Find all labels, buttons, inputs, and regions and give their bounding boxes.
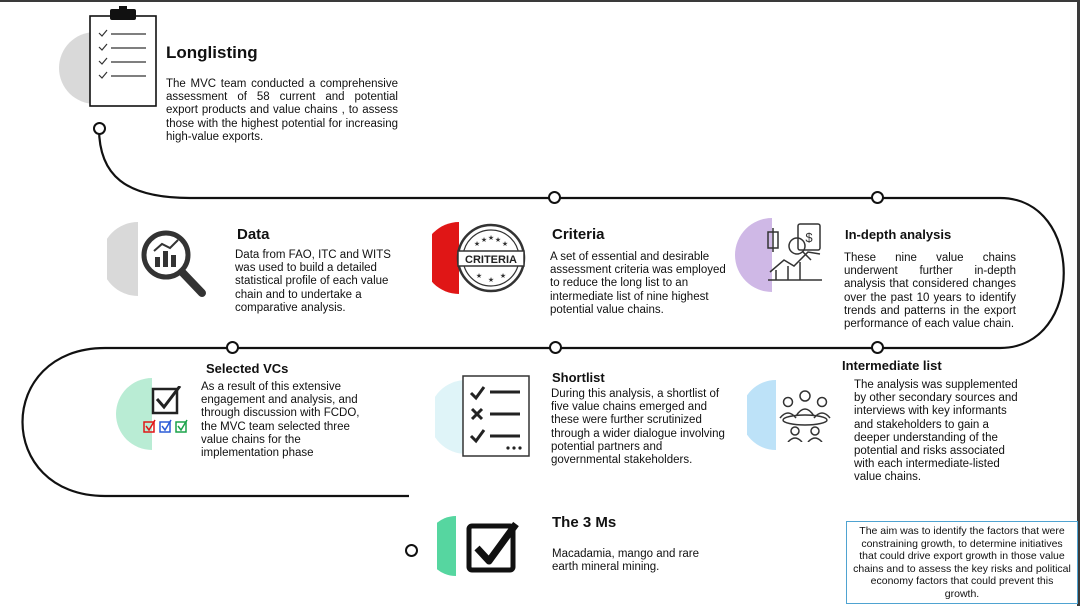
- selected-text: As a result of this extensive engagement and analysis, and through discussion with FCDO, the MVC team selected three value chains for the implementation phase: [201, 381, 360, 460]
- analysis-icon: [764, 222, 826, 284]
- criteria-text: A set of essential and desirable assessment criteria was employed to reduce the long list to an intermediate list of nine highest potential value chains.: [550, 251, 726, 316]
- data-accent: [107, 222, 139, 296]
- path-node: [93, 122, 106, 135]
- svg-text:★: ★: [487, 234, 495, 242]
- in-depth-title: In-depth analysis: [845, 227, 952, 242]
- checkbox-selection-icon: [142, 386, 192, 438]
- svg-text:★: ★: [487, 276, 495, 284]
- three-ms-title: The 3 Ms: [552, 514, 617, 531]
- intermediate-text: The analysis was supplemented by other secondary sources and interviews with key informants and stakeholders to gain a deeper understanding of the potential and risks associated with each intermediate-listed value chains.: [854, 379, 1018, 484]
- meeting-icon: [776, 388, 834, 442]
- svg-text:$: $: [805, 230, 813, 245]
- criteria-badge-label: CRITERIA: [465, 254, 517, 266]
- criteria-title: Criteria: [552, 226, 605, 243]
- svg-text:★: ★: [494, 236, 502, 244]
- data-title: Data: [237, 226, 270, 243]
- shortlist-title: Shortlist: [552, 370, 605, 385]
- svg-text:★: ★: [480, 236, 488, 244]
- intermediate-title: Intermediate list: [842, 358, 942, 373]
- three-ms-text: Macadamia, mango and rare earth mineral mining.: [552, 548, 700, 574]
- checkmark-box-icon: [466, 518, 522, 576]
- clipboard-icon: [86, 6, 160, 108]
- svg-text:★: ★: [499, 272, 507, 280]
- magnifier-chart-icon: [140, 227, 208, 299]
- criteria-badge-icon: [455, 222, 527, 294]
- checklist-icon: [462, 375, 530, 457]
- path-node: [549, 341, 562, 354]
- path-node: [405, 544, 418, 557]
- svg-text:★: ★: [473, 240, 481, 248]
- data-text: Data from FAO, ITC and WITS was used to build a detailed statistical profile of each value chain and to undertake a comparative analysis.: [235, 249, 391, 314]
- shortlist-text: During this analysis, a shortlist of five value chains emerged and these were further scrutinized through a wider dialogue involving potential partners and governmental stakeholders.: [551, 388, 725, 467]
- selected-title: Selected VCs: [206, 361, 289, 376]
- longlisting-text: The MVC team conducted a comprehensive assessment of 58 current and potential export products and value chains , to assess those with the highest potential for increasing high-value exports.: [166, 78, 398, 143]
- longlisting-title: Longlisting: [166, 43, 258, 62]
- svg-text:★: ★: [475, 272, 483, 280]
- svg-text:★: ★: [501, 240, 509, 248]
- path-node: [871, 191, 884, 204]
- intermediate-accent: [747, 380, 777, 450]
- aim-note-box: The aim was to identify the factors that were constraining growth, to determine initiatives that could drive export growth in those value chains and to assess the key risks and political economy factors that could prevent this growth.: [846, 521, 1078, 604]
- in-depth-text: These nine value chains underwent further in-depth analysis that considered changes over the past 10 years to identify trends and patterns in the export performance of each value chain.: [844, 252, 1016, 331]
- three-ms-accent: [437, 516, 457, 576]
- path-node: [226, 341, 239, 354]
- path-node: [871, 341, 884, 354]
- path-node: [548, 191, 561, 204]
